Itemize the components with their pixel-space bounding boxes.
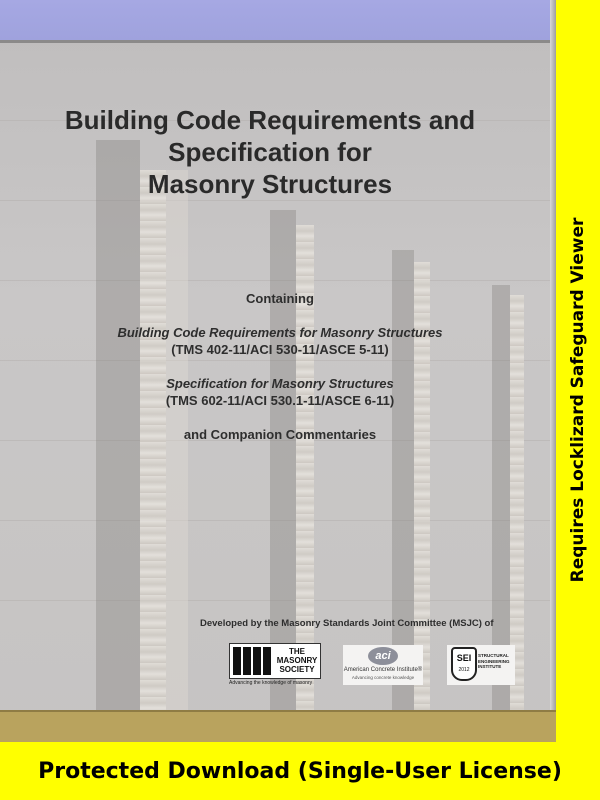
developed-by-text: Developed by the Masonry Standards Joint Committee (MSJC) of (200, 618, 494, 629)
cover-title-line: Specification for (168, 137, 372, 167)
sei-name-line: ENGINEERING (478, 658, 510, 664)
cover-top-band-shadow (0, 40, 556, 43)
aci-name: American Concrete Institute® (343, 667, 423, 673)
side-banner-text: Requires Locklizard Safeguard Viewer (568, 217, 588, 583)
item2-title: Specification for Masonry Structures (166, 376, 394, 391)
wall-shadow (270, 210, 296, 710)
cover-title-line: Building Code Requirements and (64, 105, 476, 135)
item1-title: Building Code Requirements for Masonry Structures (117, 325, 443, 340)
containing-label: Containing (246, 291, 314, 306)
sei-logo (447, 645, 515, 685)
cover-title-line: Masonry Structures (147, 169, 393, 199)
bottom-banner-text: Protected Download (Single-User License) (38, 758, 562, 784)
aci-mark-icon: aci (368, 647, 398, 665)
tms-line: SOCIETY (279, 665, 315, 674)
cover-title (20, 104, 520, 200)
sei-name-line: INSTITUTE (478, 664, 502, 669)
wall-line (0, 200, 556, 201)
companion-text: and Companion Commentaries (183, 427, 377, 442)
sei-name (478, 653, 514, 670)
aci-tagline: Advancing concrete knowledge (351, 675, 415, 680)
tms-line: THE (289, 647, 305, 656)
cover-contents (80, 290, 480, 443)
aci-logo (343, 645, 423, 685)
item1-code: (TMS 402-11/ACI 530-11/ASCE 5-11) (171, 342, 389, 357)
sei-name-line: STRUCTURAL (478, 653, 509, 658)
cover-bottom-band (0, 710, 556, 742)
item2-code: (TMS 602-11/ACI 530.1-11/ASCE 6-11) (165, 393, 395, 408)
cover-top-band (0, 0, 556, 40)
masonry-society-logo (229, 643, 325, 689)
tms-bars-icon (233, 647, 271, 675)
tms-line: MASONRY (276, 656, 318, 665)
sei-letters: SEI (456, 653, 472, 663)
sei-year: 2012 (458, 667, 470, 673)
sei-shield-icon (451, 647, 477, 681)
tms-tagline: Advancing the knowledge of masonry (229, 680, 313, 686)
